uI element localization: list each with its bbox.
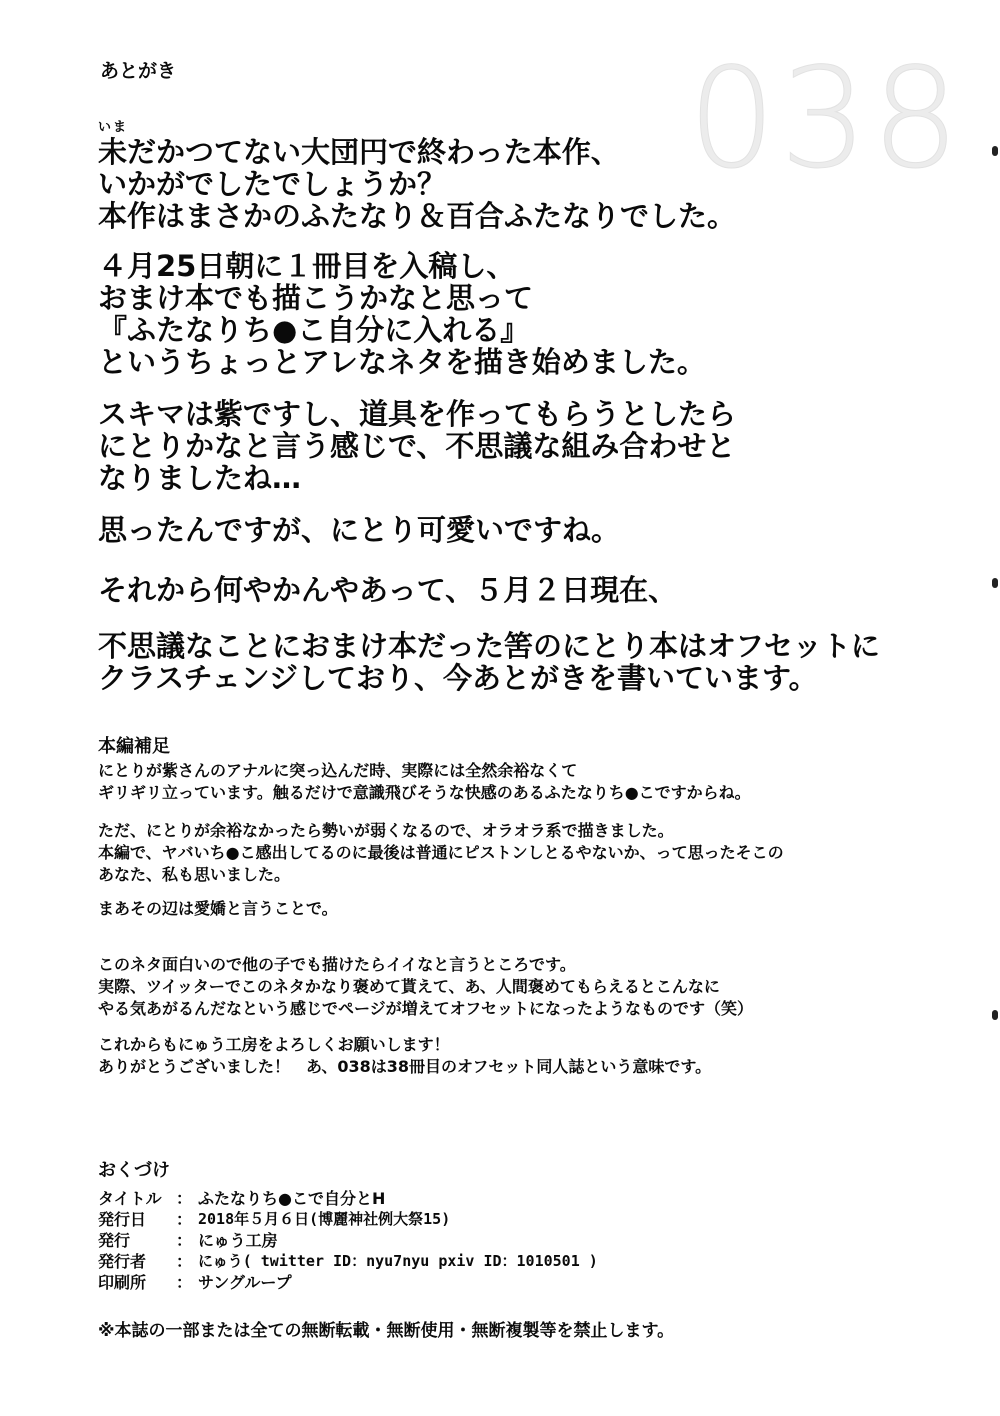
colophon-separator: ： <box>176 1210 193 1229</box>
colophon-row-date <box>98 1209 598 1230</box>
text-line: というちょっとアレなネタを描き始めました。 <box>98 345 706 379</box>
text-line: このネタ面白いので他の子でも描けたらイイなと言うところです。 <box>98 955 576 974</box>
text-line: それから何やかんやあって、５月２日現在、 <box>98 573 678 607</box>
scan-edge-mark <box>992 1010 998 1020</box>
text-line: 本編で、ヤバいち●こ感出してるのに最後は普通にピストンしとるやないか、って思ったそこの <box>98 843 784 862</box>
text-line: 『ふたなりち●こ自分に入れる』 <box>98 313 530 347</box>
furigana-ruby: いま <box>98 120 129 135</box>
text-line: なりましたね… <box>98 461 302 495</box>
text-line: おまけ本でも描こうかなと思って <box>98 281 534 315</box>
text-line: 不思議なことにおまけ本だった筈のにとり本はオフセットに <box>98 629 880 663</box>
supplement-title: 本編補足 <box>98 736 170 757</box>
text-line: ありがとうございました！ あ、038は38冊目のオフセット同人誌という意味です。 <box>98 1057 712 1076</box>
text-line: あなた、私も思いました。 <box>98 865 291 884</box>
text-line: まあその辺は愛嬌と言うことで。 <box>98 899 338 918</box>
colophon-row-author <box>98 1251 598 1272</box>
colophon-title: おくづけ <box>98 1160 170 1181</box>
colophon-row-publisher <box>98 1230 598 1251</box>
colophon-value: ふたなりち●こで自分とH <box>198 1189 386 1208</box>
text-line: スキマは紫ですし、道具を作ってもらうとしたら <box>98 397 737 431</box>
colophon-label: タイトル <box>98 1189 162 1208</box>
colophon-label: 発行 <box>98 1231 131 1250</box>
text-line: クラスチェンジしており、今あとがきを書いています。 <box>98 661 818 695</box>
copyright-notice: ※本誌の一部または全ての無断転載・無断使用・無断複製等を禁止します。 <box>98 1321 675 1341</box>
text-line: 実際、ツイッターでこのネタかなり褒めて貰えて、あ、人間褒めてもらえるとこんなに <box>98 977 720 996</box>
colophon-separator: ： <box>176 1273 193 1292</box>
text-line: 未だかつてない大団円で終わった本作、 <box>98 135 620 169</box>
colophon-separator: ： <box>176 1231 193 1250</box>
text-line: にとりかなと言う感じで、不思議な組み合わせと <box>98 429 736 463</box>
colophon-table <box>98 1188 598 1293</box>
colophon-value: にゅう( twitter ID：nyu7nyu pxiv ID：1010501 ) <box>198 1252 598 1270</box>
colophon-row-title <box>98 1188 598 1209</box>
text-line: ４月25日朝に１冊目を入稿し、 <box>98 249 516 283</box>
text-line: やる気あがるんだなという感じでページが増えてオフセットになったようなものです（笑） <box>98 999 754 1018</box>
scan-edge-mark <box>992 578 998 588</box>
text-line: ただ、にとりが余裕なかったら勢いが弱くなるので、オラオラ系で描きました。 <box>98 821 674 840</box>
page-number: 038 <box>688 38 964 199</box>
text-line: 本作はまさかのふたなり＆百合ふたなりでした。 <box>98 199 737 233</box>
colophon-label: 印刷所 <box>98 1273 147 1292</box>
scan-edge-mark <box>992 146 998 156</box>
afterword-heading: あとがき <box>100 60 177 82</box>
colophon-separator: ： <box>176 1189 193 1208</box>
colophon-separator: ： <box>176 1252 193 1271</box>
text-line: ギリギリ立っています。触るだけで意識飛びそうな快感のあるふたなりち●こですからね。 <box>98 783 751 802</box>
colophon-value: にゅう工房 <box>198 1231 278 1250</box>
colophon-label: 発行者 <box>98 1252 147 1271</box>
text-line: いかがでしたでしょうか？ <box>98 167 447 201</box>
colophon-value: 2018年５月６日(博麗神社例大祭15) <box>198 1210 451 1228</box>
colophon-value: サングループ <box>198 1273 292 1292</box>
text-line: 思ったんですが、にとり可愛いですね。 <box>98 513 621 547</box>
colophon-row-printer <box>98 1272 598 1293</box>
colophon-label: 発行日 <box>98 1210 147 1229</box>
text-line: にとりが紫さんのアナルに突っ込んだ時、実際には全然余裕なくて <box>98 761 578 780</box>
text-line: これからもにゅう工房をよろしくお願いします！ <box>98 1035 450 1054</box>
